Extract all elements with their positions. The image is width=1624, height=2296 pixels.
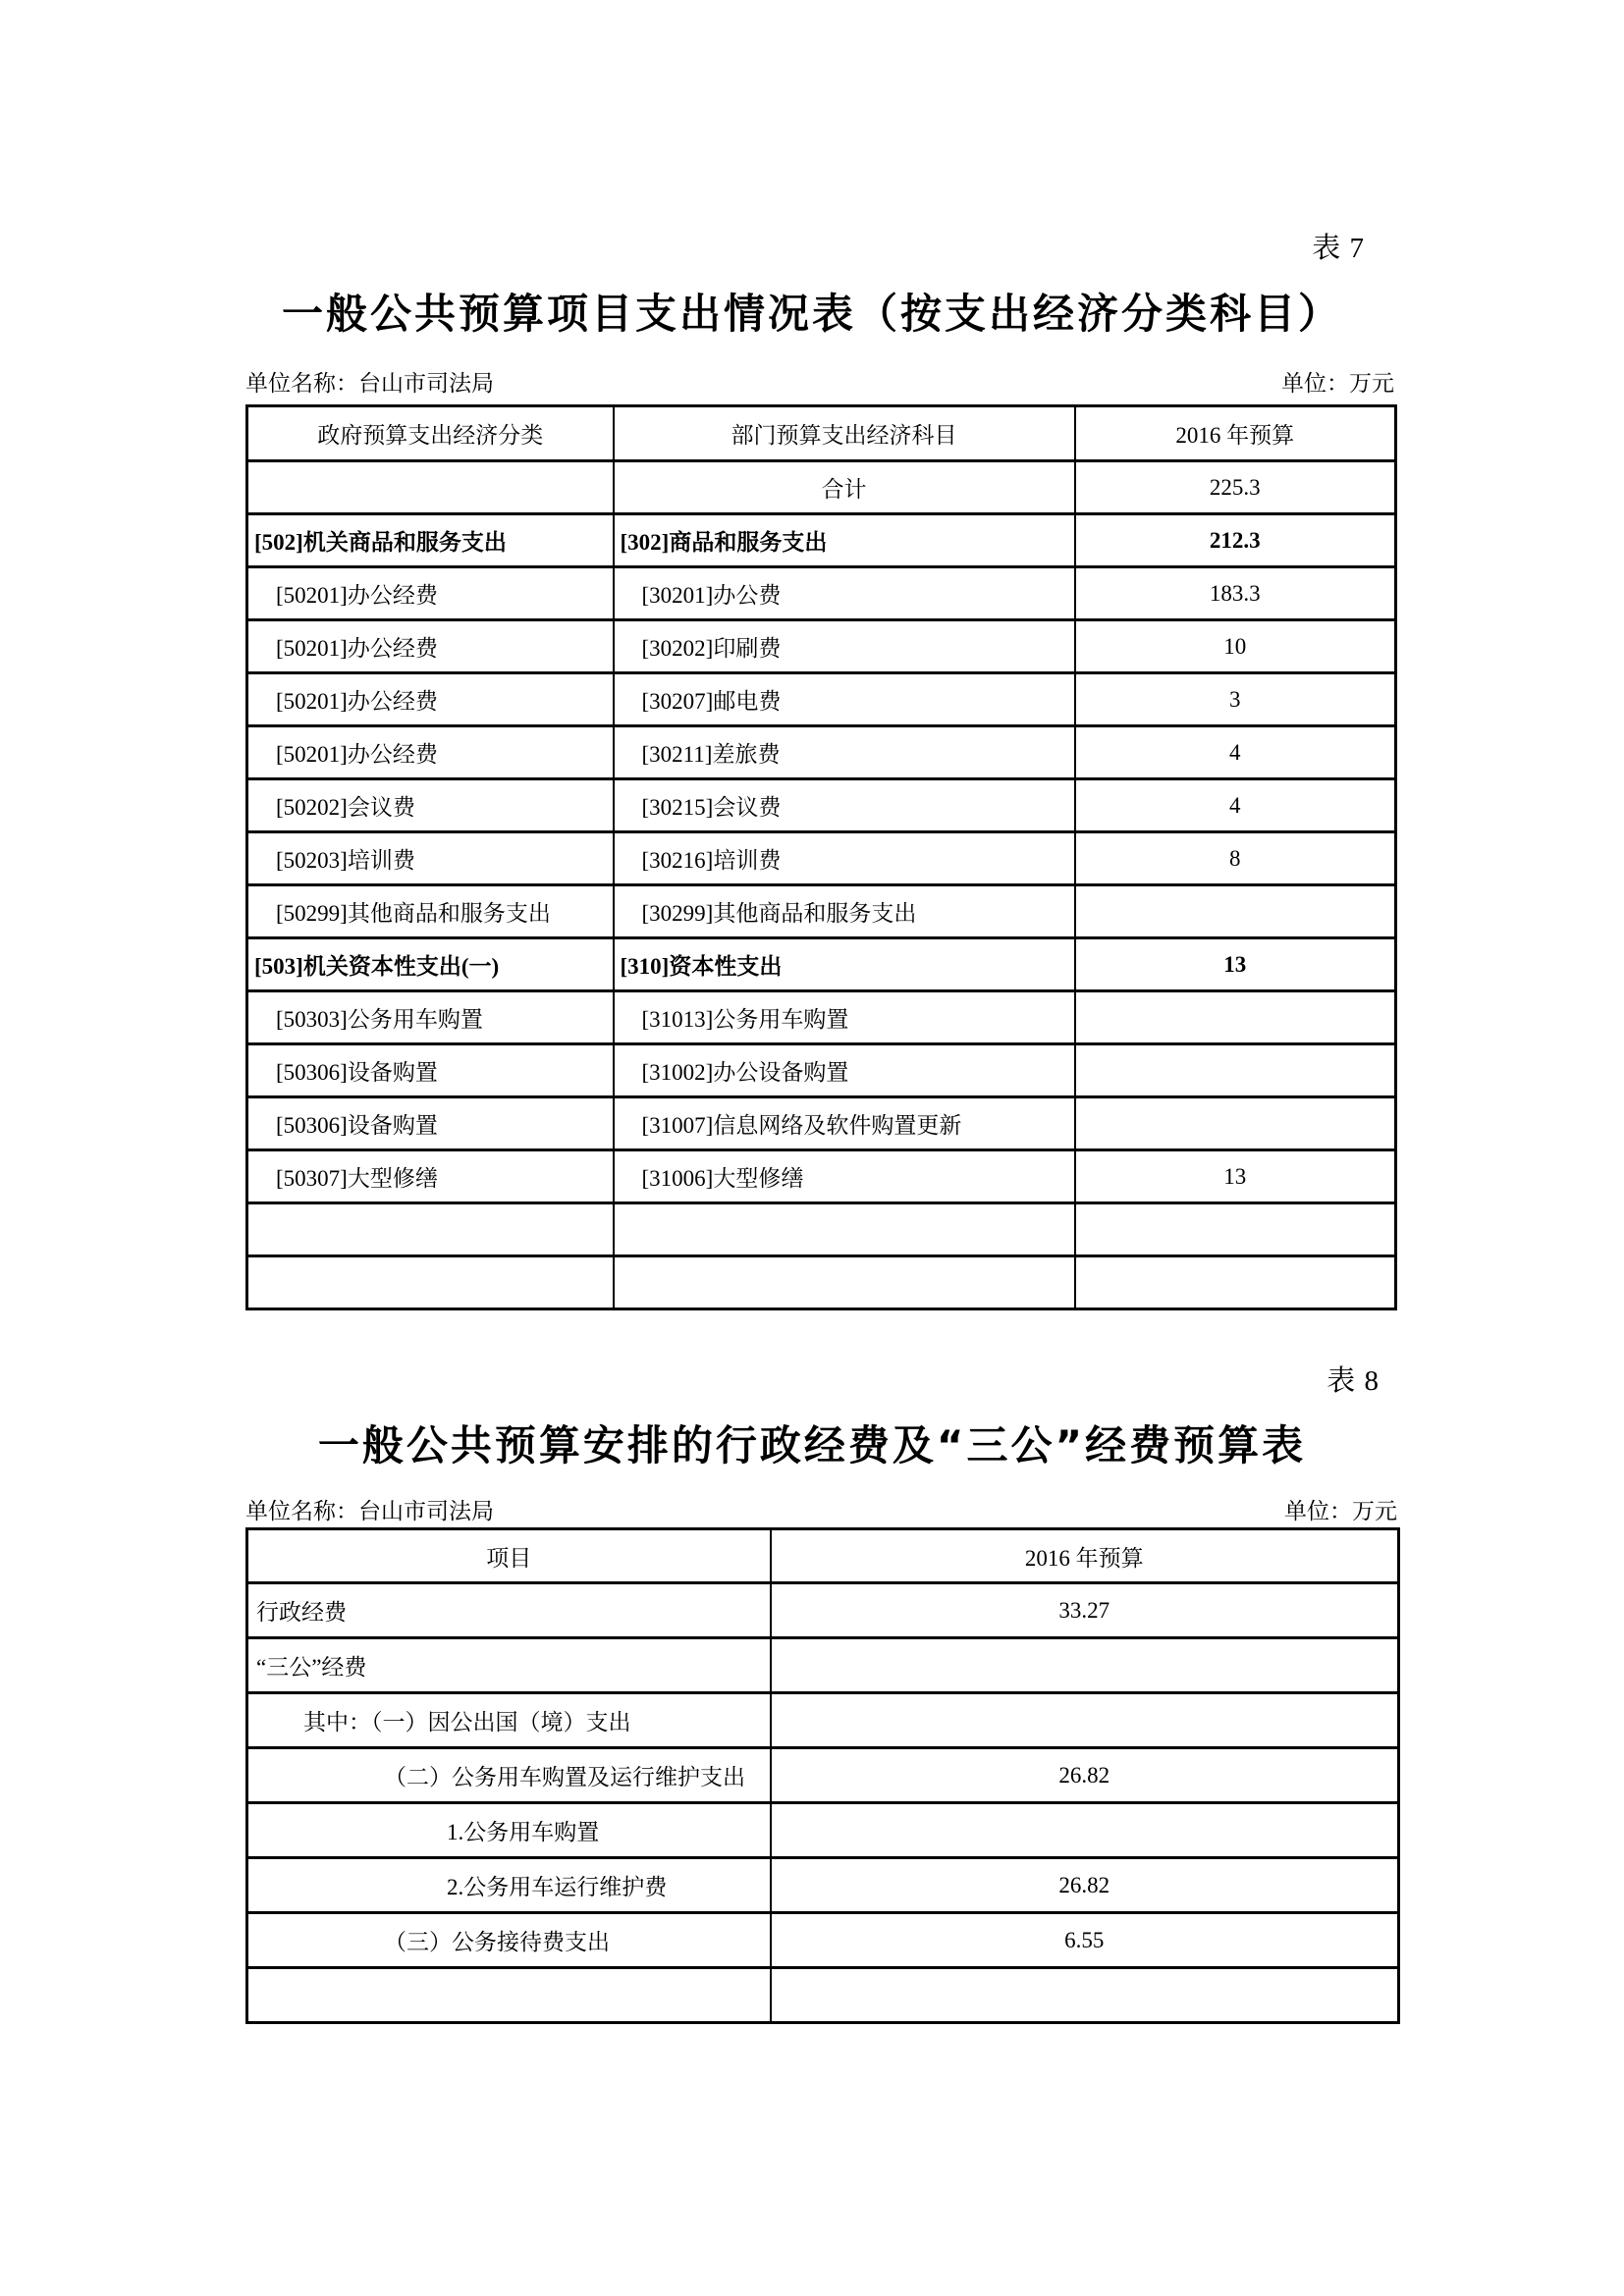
cell-budget-2016: 6.55 xyxy=(771,1913,1399,1968)
table7-title: 一般公共预算项目支出情况表（按支出经济分类科目） xyxy=(281,290,1342,338)
table8-row xyxy=(247,1748,1399,1803)
cell-budget-2016 xyxy=(771,1803,1399,1858)
cell-item: 行政经费 xyxy=(247,1583,771,1638)
table8-body xyxy=(247,1583,1399,2023)
table8-unit: 单位：万元 xyxy=(1284,1499,1397,1523)
table7-row xyxy=(247,991,1396,1044)
cell-gov-econ-class: [502]机关商品和服务支出 xyxy=(247,514,614,567)
table7-unit-name: 单位名称：台山市司法局 xyxy=(245,371,494,396)
table8-unit-name: 单位名称：台山市司法局 xyxy=(245,1499,494,1523)
table8-row xyxy=(247,1858,1399,1913)
cell-item: （二）公务用车购置及运行维护支出 xyxy=(247,1748,771,1803)
cell-budget-2016 xyxy=(1075,991,1396,1044)
table7-row xyxy=(247,1044,1396,1097)
cell-budget-2016: 33.27 xyxy=(771,1583,1399,1638)
cell-gov-econ-class: [50201]办公经费 xyxy=(247,726,614,779)
cell-dept-econ-item xyxy=(614,1203,1075,1256)
cell-dept-econ-item: [302]商品和服务支出 xyxy=(614,514,1075,567)
cell-item xyxy=(247,1968,771,2023)
table7-row xyxy=(247,567,1396,620)
cell-item: （三）公务接待费支出 xyxy=(247,1913,771,1968)
cell-budget-2016: 3 xyxy=(1075,673,1396,726)
cell-dept-econ-item: [30211]差旅费 xyxy=(614,726,1075,779)
cell-budget-2016: 8 xyxy=(1075,832,1396,885)
table7-row xyxy=(247,726,1396,779)
table7-row xyxy=(247,620,1396,673)
cell-budget-2016 xyxy=(1075,1256,1396,1309)
cell-budget-2016 xyxy=(771,1638,1399,1693)
cell-dept-econ-item: [31006]大型修缮 xyxy=(614,1150,1075,1203)
cell-gov-econ-class: [503]机关资本性支出(一) xyxy=(247,938,614,991)
table7-body xyxy=(247,461,1396,1309)
cell-item: 1.公务用车购置 xyxy=(247,1803,771,1858)
table7-row xyxy=(247,1150,1396,1203)
cell-gov-econ-class: [50201]办公经费 xyxy=(247,567,614,620)
table8-row xyxy=(247,1693,1399,1748)
cell-dept-econ-item: 合计 xyxy=(614,461,1075,514)
cell-dept-econ-item: [310]资本性支出 xyxy=(614,938,1075,991)
cell-budget-2016: 26.82 xyxy=(771,1858,1399,1913)
cell-dept-econ-item xyxy=(614,1256,1075,1309)
cell-item: “三公”经费 xyxy=(247,1638,771,1693)
cell-item: 其中：（一）因公出国（境）支出 xyxy=(247,1693,771,1748)
cell-gov-econ-class: [50306]设备购置 xyxy=(247,1044,614,1097)
cell-item: 2.公务用车运行维护费 xyxy=(247,1858,771,1913)
table8-title: 一般公共预算安排的行政经费及“三公”经费预算表 xyxy=(317,1421,1307,1469)
cell-budget-2016 xyxy=(1075,885,1396,938)
cell-gov-econ-class xyxy=(247,461,614,514)
table7-header-row xyxy=(247,406,1396,461)
table8-row xyxy=(247,1583,1399,1638)
table7-header-budget-2016: 2016 年预算 xyxy=(1075,406,1396,461)
table7-row xyxy=(247,514,1396,567)
table7-row xyxy=(247,832,1396,885)
table7-row xyxy=(247,779,1396,832)
table7-header-gov-class: 政府预算支出经济分类 xyxy=(247,406,614,461)
cell-budget-2016: 225.3 xyxy=(1075,461,1396,514)
cell-budget-2016: 10 xyxy=(1075,620,1396,673)
table7-row xyxy=(247,673,1396,726)
table7-row xyxy=(247,1097,1396,1150)
table8-header-row xyxy=(247,1529,1399,1583)
cell-budget-2016 xyxy=(771,1968,1399,2023)
table8-header-item: 项目 xyxy=(247,1529,771,1583)
cell-budget-2016: 183.3 xyxy=(1075,567,1396,620)
cell-gov-econ-class: [50299]其他商品和服务支出 xyxy=(247,885,614,938)
cell-dept-econ-item: [30299]其他商品和服务支出 xyxy=(614,885,1075,938)
cell-dept-econ-item: [30215]会议费 xyxy=(614,779,1075,832)
cell-budget-2016: 4 xyxy=(1075,779,1396,832)
cell-gov-econ-class: [50307]大型修缮 xyxy=(247,1150,614,1203)
cell-dept-econ-item: [30202]印刷费 xyxy=(614,620,1075,673)
cell-gov-econ-class: [50303]公务用车购置 xyxy=(247,991,614,1044)
table7-row xyxy=(247,1203,1396,1256)
cell-budget-2016: 4 xyxy=(1075,726,1396,779)
table8-row xyxy=(247,1638,1399,1693)
cell-budget-2016 xyxy=(1075,1044,1396,1097)
cell-dept-econ-item: [30201]办公费 xyxy=(614,567,1075,620)
cell-gov-econ-class: [50202]会议费 xyxy=(247,779,614,832)
cell-dept-econ-item: [31002]办公设备购置 xyxy=(614,1044,1075,1097)
table7-header-dept-item: 部门预算支出经济科目 xyxy=(614,406,1075,461)
table8-header-budget-2016: 2016 年预算 xyxy=(771,1529,1399,1583)
cell-budget-2016: 13 xyxy=(1075,1150,1396,1203)
cell-gov-econ-class: [50201]办公经费 xyxy=(247,673,614,726)
cell-budget-2016 xyxy=(771,1693,1399,1748)
cell-budget-2016: 13 xyxy=(1075,938,1396,991)
table8-row xyxy=(247,1968,1399,2023)
cell-gov-econ-class: [50306]设备购置 xyxy=(247,1097,614,1150)
cell-dept-econ-item: [31013]公务用车购置 xyxy=(614,991,1075,1044)
cell-budget-2016: 212.3 xyxy=(1075,514,1396,567)
table7-unit: 单位：万元 xyxy=(1281,371,1394,396)
cell-budget-2016: 26.82 xyxy=(771,1748,1399,1803)
cell-dept-econ-item: [30207]邮电费 xyxy=(614,673,1075,726)
cell-dept-econ-item: [30216]培训费 xyxy=(614,832,1075,885)
cell-budget-2016 xyxy=(1075,1097,1396,1150)
table7-meta xyxy=(245,365,1394,398)
table7-tag: 表 7 xyxy=(1312,233,1365,264)
table8-admin-and-three-public-expenses xyxy=(245,1527,1400,2024)
table8-row xyxy=(247,1913,1399,1968)
table7-row xyxy=(247,885,1396,938)
table7-row xyxy=(247,1256,1396,1309)
table7-row xyxy=(247,461,1396,514)
table8-tag: 表 8 xyxy=(1326,1365,1380,1397)
cell-gov-econ-class xyxy=(247,1256,614,1309)
cell-gov-econ-class xyxy=(247,1203,614,1256)
table8-meta xyxy=(245,1493,1397,1525)
table8-row xyxy=(247,1803,1399,1858)
cell-budget-2016 xyxy=(1075,1203,1396,1256)
cell-gov-econ-class: [50201]办公经费 xyxy=(247,620,614,673)
cell-gov-econ-class: [50203]培训费 xyxy=(247,832,614,885)
table7-row xyxy=(247,938,1396,991)
cell-dept-econ-item: [31007]信息网络及软件购置更新 xyxy=(614,1097,1075,1150)
table7-budget-by-economic-classification xyxy=(245,404,1397,1310)
